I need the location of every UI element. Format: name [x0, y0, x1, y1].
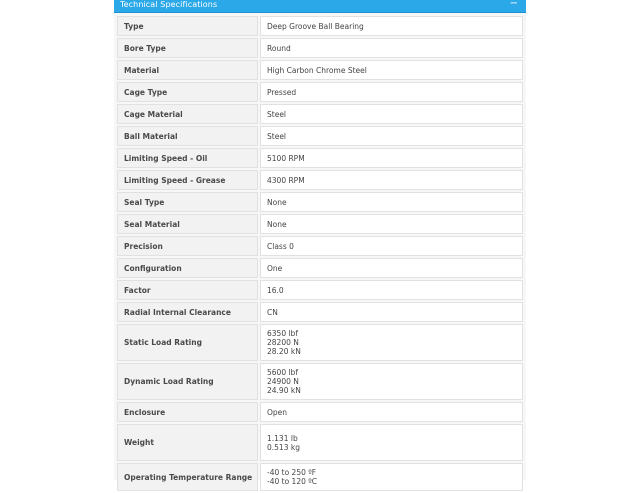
- spec-value: Deep Groove Ball Bearing: [260, 16, 523, 36]
- spec-value: 16.0: [260, 280, 523, 300]
- spec-label: Seal Material: [117, 214, 258, 234]
- spec-row-seal-type: [117, 192, 523, 212]
- technical-specifications-panel: [114, 0, 526, 486]
- spec-value-line: 1.131 lb: [267, 433, 298, 443]
- spec-label: Cage Material: [117, 104, 258, 124]
- spec-value-line: 0.513 kg: [267, 442, 300, 452]
- spec-row-weight: [117, 424, 523, 461]
- panel-title: Technical Specifications: [120, 0, 218, 9]
- spec-row-cage-material: [117, 104, 523, 124]
- spec-row-type: [117, 16, 523, 36]
- spec-label: Configuration: [117, 258, 258, 278]
- spec-value: Pressed: [260, 82, 523, 102]
- spec-row-ball-material: [117, 126, 523, 146]
- spec-row-radial-internal-clearance: [117, 302, 523, 322]
- spec-value: Round: [260, 38, 523, 58]
- spec-value: [260, 363, 523, 400]
- spec-row-static-load-rating: [117, 324, 523, 361]
- spec-label: Limiting Speed - Oil: [117, 148, 258, 168]
- spec-row-limiting-speed-oil: [117, 148, 523, 168]
- spec-row-material: [117, 60, 523, 80]
- spec-label: Weight: [117, 424, 258, 461]
- spec-label: Ball Material: [117, 126, 258, 146]
- spec-value-line: -40 to 250 ºF: [267, 468, 317, 477]
- spec-row-operating-temperature-range: [117, 463, 523, 491]
- spec-value: Open: [260, 402, 523, 422]
- spec-label: Operating Temperature Range: [117, 463, 258, 491]
- spec-label: Type: [117, 16, 258, 36]
- spec-value: Steel: [260, 126, 523, 146]
- spec-value: One: [260, 258, 523, 278]
- spec-label: Material: [117, 60, 258, 80]
- spec-value-line: 28200 N: [267, 338, 299, 347]
- spec-label: Bore Type: [117, 38, 258, 58]
- spec-value: None: [260, 214, 523, 234]
- panel-header[interactable]: [114, 0, 526, 13]
- specs-table: [115, 14, 525, 493]
- spec-row-seal-material: [117, 214, 523, 234]
- spec-row-configuration: [117, 258, 523, 278]
- spec-label: Radial Internal Clearance: [117, 302, 258, 322]
- spec-value-line: 6350 lbf: [267, 329, 298, 338]
- spec-label: Enclosure: [117, 402, 258, 422]
- spec-value: [260, 324, 523, 361]
- spec-value: 4300 RPM: [260, 170, 523, 190]
- spec-row-enclosure: [117, 402, 523, 422]
- spec-value: Steel: [260, 104, 523, 124]
- spec-row-bore-type: [117, 38, 523, 58]
- spec-value: High Carbon Chrome Steel: [260, 60, 523, 80]
- spec-value-line: 24.90 kN: [267, 386, 301, 395]
- spec-label: Precision: [117, 236, 258, 256]
- spec-label: Cage Type: [117, 82, 258, 102]
- spec-row-limiting-speed-grease: [117, 170, 523, 190]
- spec-value: Class 0: [260, 236, 523, 256]
- spec-value-line: 24900 N: [267, 377, 299, 386]
- spec-value: CN: [260, 302, 523, 322]
- spec-value-line: 5600 lbf: [267, 368, 298, 377]
- spec-value-line: 28.20 kN: [267, 347, 301, 356]
- spec-value-line: -40 to 120 ºC: [267, 477, 318, 486]
- spec-label: Limiting Speed - Grease: [117, 170, 258, 190]
- spec-label: Static Load Rating: [117, 324, 258, 361]
- spec-value: [260, 463, 523, 491]
- spec-row-factor: [117, 280, 523, 300]
- spec-label: Factor: [117, 280, 258, 300]
- spec-row-cage-type: [117, 82, 523, 102]
- spec-label: Seal Type: [117, 192, 258, 212]
- spec-row-dynamic-load-rating: [117, 363, 523, 400]
- collapse-icon[interactable]: −: [509, 0, 518, 9]
- spec-value: [260, 424, 523, 461]
- spec-label: Dynamic Load Rating: [117, 363, 258, 400]
- spec-value: 5100 RPM: [260, 148, 523, 168]
- spec-value: None: [260, 192, 523, 212]
- spec-row-precision: [117, 236, 523, 256]
